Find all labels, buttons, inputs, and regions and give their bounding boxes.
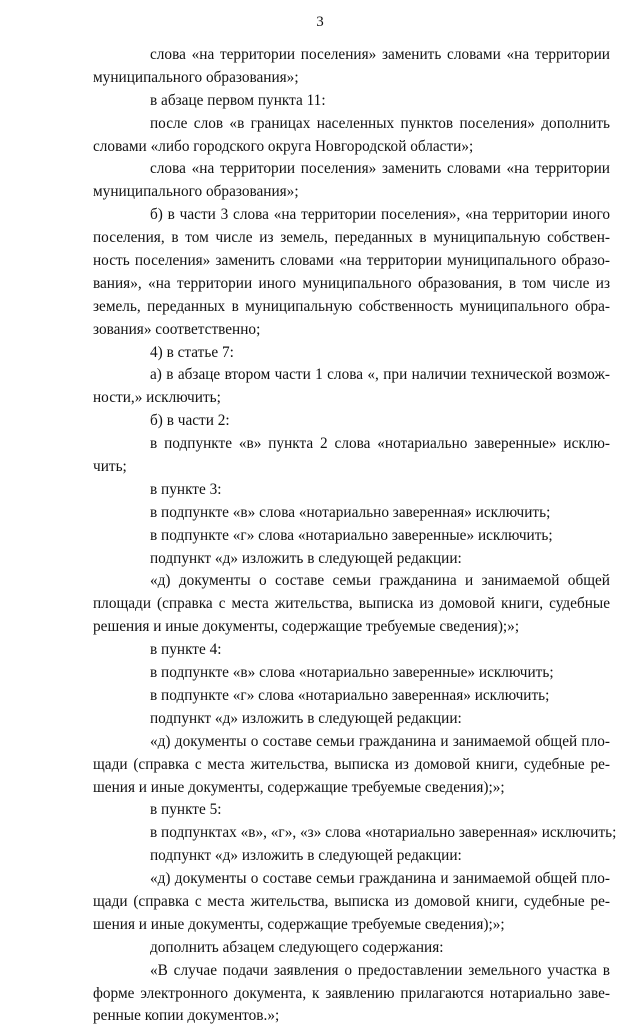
text-line: после слов «в границах населенных пунктов поселения» дополнить xyxy=(150,114,610,132)
text-line: подпункт «д» изложить в следующей редакции: xyxy=(150,709,462,727)
text-line: щади (справка с места жительства, выписка из домовой книги, судебные ре- xyxy=(93,755,610,773)
text-line: дополнить абзацем следующего содержания: xyxy=(150,938,444,956)
text-line: словами «либо городского округа Новгородской области»; xyxy=(93,137,474,155)
text-line: в подпункте «г» слова «нотариально заверенная» исключить; xyxy=(150,686,550,704)
text-line: в пункте 4: xyxy=(150,641,222,659)
text-line: подпункт «д» изложить в следующей редакции: xyxy=(150,847,462,865)
text-line: в абзаце первом пункта 11: xyxy=(150,91,326,109)
text-line: щади (справка с места жительства, выписка из домовой книги, судебные ре- xyxy=(93,892,610,910)
text-line: шения и иные документы, содержащие требуемые сведения);»; xyxy=(93,915,505,933)
text-line: слова «на территории поселения» заменить словами «на территории xyxy=(150,160,610,178)
text-line: подпункт «д» изложить в следующей редакции: xyxy=(150,549,462,567)
text-line: в пункте 3: xyxy=(150,480,222,498)
text-line: площади (справка с места жительства, выписка из домовой книги, судебные xyxy=(93,595,610,613)
text-line: шения и иные документы, содержащие требуемые сведения);»; xyxy=(93,778,505,796)
text-line: чить; xyxy=(93,458,127,476)
text-line: а) в абзаце втором части 1 слова «, при наличии технической возмож- xyxy=(150,366,610,384)
text-line: в подпункте «г» слова «нотариально заверенные» исключить; xyxy=(150,526,553,544)
text-line: «д) документы о составе семьи гражданина и занимаемой общей пло- xyxy=(150,870,610,888)
text-line: 4) в статье 7: xyxy=(150,343,234,361)
text-line: решения и иные документы, содержащие требуемые сведения);»; xyxy=(93,618,520,636)
text-line: в подпунктах «в», «г», «з» слова «нотариально заверенная» исключить; xyxy=(150,824,617,842)
text-line: ности,» исключить; xyxy=(93,389,221,407)
text-line: ренные копии документов.»; xyxy=(93,1007,280,1025)
text-line: «д) документы о составе семьи гражданина и занимаемой общей пло- xyxy=(150,732,610,750)
text-line: «В случае подачи заявления о предоставлении земельного участка в xyxy=(150,961,610,979)
page-number: 3 xyxy=(316,14,324,30)
text-line: б) в части 3 слова «на территории поселения», «на территории иного xyxy=(150,206,610,224)
text-line: б) в части 2: xyxy=(150,412,230,430)
text-line: земель, переданных в муниципальную собственность муниципального обра- xyxy=(93,297,610,315)
document-body xyxy=(93,44,617,1028)
text-line: слова «на территории поселения» заменить словами «на территории xyxy=(150,46,610,63)
text-line: ность поселения» заменить словами «на территории муниципального образо- xyxy=(93,252,610,270)
text-line: в подпункте «в» слова «нотариально заверенная» исключить; xyxy=(150,503,551,521)
text-line: в пункте 5: xyxy=(150,801,222,819)
text-line: муниципального образования»; xyxy=(93,68,299,86)
text-line: вания», «на территории иного муниципального образования, в том числе из xyxy=(93,274,610,292)
text-line: зования» соответственно; xyxy=(93,320,261,338)
text-line: поселения, в том числе из земель, переданных в муниципальную собствен- xyxy=(93,229,610,247)
text-line: в подпункте «в» слова «нотариально заверенные» исключить; xyxy=(150,664,554,682)
text-line: муниципального образования»; xyxy=(93,183,299,201)
text-line: «д) документы о составе семьи гражданина и занимаемой общей xyxy=(150,572,610,590)
text-line: форме электронного документа, к заявлению прилагаются нотариально заве- xyxy=(93,984,610,1002)
text-line: в подпункте «в» пункта 2 слова «нотариально заверенные» исклю- xyxy=(150,435,610,453)
